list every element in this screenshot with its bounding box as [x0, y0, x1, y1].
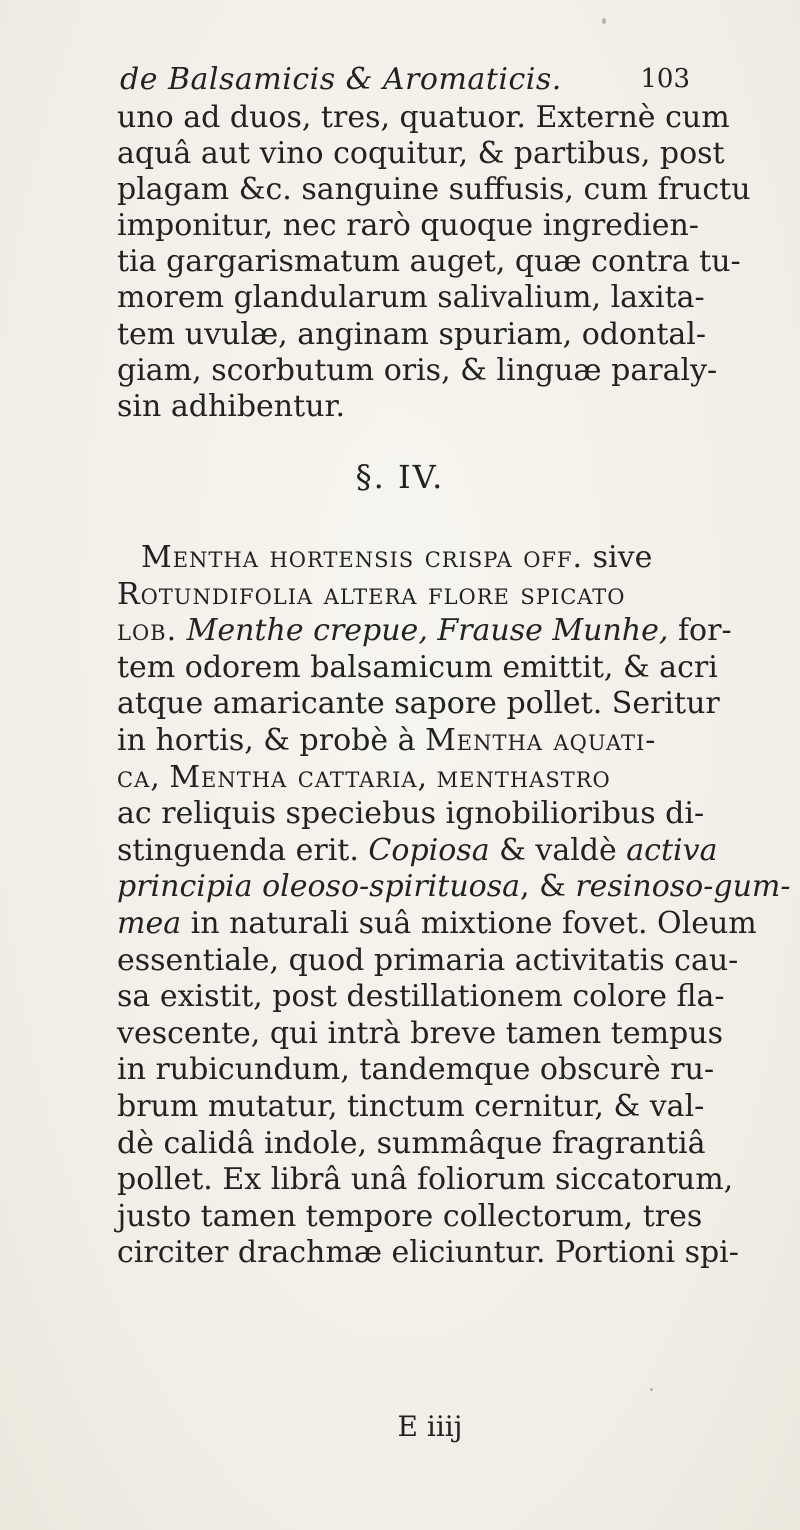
- page-header: [120, 62, 690, 102]
- text-line: dè calidâ indole, summâque fragrantiâ: [117, 1125, 706, 1161]
- text-fragment: ,: [150, 759, 170, 795]
- plant-name: Rotundifolia altera flore spicato: [117, 576, 626, 612]
- text-line: [117, 905, 757, 943]
- text-fragment: sive: [583, 540, 653, 575]
- plant-name: ca: [117, 759, 151, 795]
- text-line: [117, 869, 791, 906]
- emphasis: Copiosa: [368, 832, 490, 868]
- text-line: imponitur, nec rarò quoque ingredien-: [117, 208, 699, 244]
- text-fragment: for-: [668, 613, 732, 649]
- text-line: ac reliquis speciebus ignobilioribus di-: [117, 796, 705, 832]
- paragraph-mentha: [117, 540, 791, 1272]
- running-head: de Balsamicis & Aromaticis.: [120, 62, 562, 97]
- page-number: 103: [640, 64, 690, 94]
- paragraph-continued: [117, 100, 751, 425]
- text-line: [117, 540, 727, 577]
- text-fragment: in hortis, & probè à: [117, 722, 426, 758]
- emphasis: mea: [117, 905, 182, 941]
- author-abbrev: lob.: [117, 613, 178, 649]
- text-line: sin adhibentur.: [117, 388, 346, 424]
- text-line: tia gargarismatum auget, quæ contra tu-: [117, 244, 741, 280]
- text-line: tem uvulæ, anginam spuriam, odontal-: [117, 316, 707, 352]
- text-line: justo tamen tempore collectorum, tres: [117, 1198, 703, 1234]
- text-line: brum mutatur, tinctum cernitur, & val-: [117, 1088, 705, 1124]
- text-line: [117, 577, 727, 614]
- emphasis: activa: [626, 832, 718, 868]
- text-line: pollet. Ex librâ unâ foliorum siccatorum,: [117, 1162, 734, 1198]
- text-line: [117, 760, 727, 797]
- text-line: plagam &c. sanguine suffusis, cum fructu: [117, 172, 751, 208]
- text-fragment: ,: [417, 759, 437, 795]
- plant-name: Mentha aquati-: [425, 722, 657, 758]
- signature-mark: E iiij: [397, 1410, 463, 1443]
- text-line: aquâ aut vino coquitur, & partibus, post: [117, 136, 725, 172]
- text-line: [117, 723, 727, 760]
- paper-speck: [650, 1388, 653, 1391]
- text-fragment: in naturali suâ mixtione fovet. Oleum: [181, 905, 757, 941]
- vernacular-names: Menthe crepue, Frause Munhe,: [177, 613, 669, 649]
- emphasis: resinoso-gum-: [575, 869, 791, 905]
- text-line: giam, scorbutum oris, & linguæ paraly-: [117, 352, 718, 388]
- text-line: [117, 613, 732, 650]
- text-line: [117, 833, 727, 870]
- text-line: uno ad duos, tres, quatuor. Externè cum: [117, 100, 730, 135]
- text-line: in rubicundum, tandemque obscurè ru-: [117, 1052, 715, 1088]
- text-fragment: & valdè: [489, 832, 627, 868]
- text-fragment: , &: [520, 869, 576, 905]
- paper-speck: [602, 18, 606, 24]
- emphasis: principia oleoso-spirituosa: [117, 869, 520, 905]
- plant-name: Mentha cattaria: [169, 759, 418, 795]
- text-line: circiter drachmæ eliciuntur. Portioni spi-: [117, 1235, 739, 1271]
- section-heading: §. IV.: [355, 458, 445, 496]
- text-line: essentiale, quod primaria activitatis cau-: [117, 942, 739, 978]
- text-fragment: stinguenda erit.: [117, 832, 369, 868]
- plant-name: menthastro: [436, 759, 611, 795]
- plant-name: Mentha hortensis crispa off.: [141, 540, 584, 575]
- text-line: vescente, qui intrà breve tamen tempus: [117, 1015, 723, 1051]
- text-line: sa existit, post destillationem colore fla-: [117, 979, 725, 1015]
- text-line: atque amaricante sapore pollet. Seritur: [117, 686, 720, 722]
- text-line: morem glandularum salivalium, laxita-: [117, 280, 705, 316]
- text-line: tem odorem balsamicum emittit, & acri: [117, 649, 718, 685]
